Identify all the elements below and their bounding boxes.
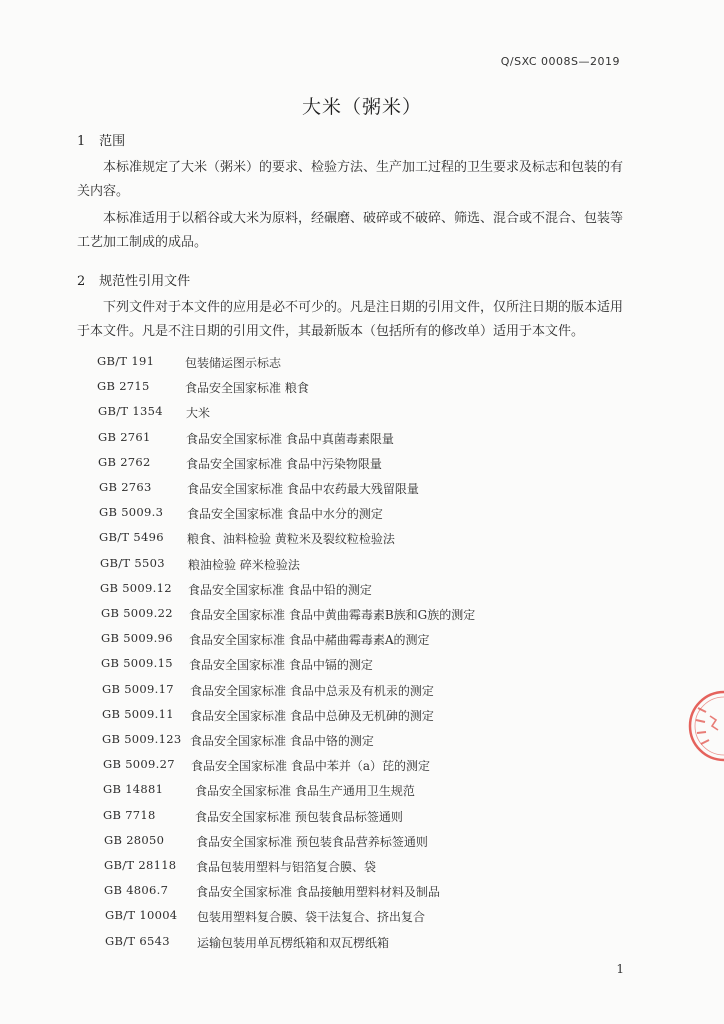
paragraph: 下列文件对于本文件的应用是必不可少的。凡是注日期的引用文件，仅所注日期的版本适用于本文件。凡是不注日期的引用文件，其最新版本（包括所有的修改单）适用于本文件。 xyxy=(77,300,624,339)
reference-title: 大米 xyxy=(186,406,211,421)
reference-code: GB/T 6543 xyxy=(105,933,170,948)
reference-code: GB 5009.3 xyxy=(99,505,164,520)
section-number: 1 xyxy=(77,134,86,149)
reference-code: GB 2763 xyxy=(99,480,152,494)
reference-title: 粮油检验 碎米检验法 xyxy=(188,557,300,572)
reference-title: 食品安全国家标准 食品中真菌毒素限量 xyxy=(186,431,394,446)
section-2-heading xyxy=(77,270,190,289)
reference-code: GB/T 5503 xyxy=(100,555,165,570)
reference-code: GB 5009.96 xyxy=(101,631,173,646)
reference-code: GB 5009.11 xyxy=(102,706,174,721)
reference-title: 食品安全国家标准 食品中总砷及无机砷的测定 xyxy=(190,708,434,723)
reference-code: GB 5009.15 xyxy=(101,656,173,671)
reference-code: GB 5009.17 xyxy=(102,681,174,696)
reference-code: GB 2715 xyxy=(97,379,150,394)
reference-code: GB 5009.27 xyxy=(103,757,175,772)
page-number: 1 xyxy=(616,962,624,976)
reference-code: GB 7718 xyxy=(103,807,156,822)
reference-title: 食品安全国家标准 食品接触用塑料材料及制品 xyxy=(196,885,440,900)
reference-code: GB/T 28118 xyxy=(104,858,177,872)
reference-title: 食品安全国家标准 食品中铬的测定 xyxy=(190,734,374,748)
reference-code: GB 2762 xyxy=(98,454,151,469)
reference-title: 食品安全国家标准 食品中总汞及有机汞的测定 xyxy=(190,683,434,698)
reference-title: 食品安全国家标准 食品中污染物限量 xyxy=(186,456,382,471)
paragraph: 本标准规定了大米（粥米）的要求、检验方法、生产加工过程的卫生要求及标志和包装的有关内容。 xyxy=(77,160,624,199)
reference-title: 食品安全国家标准 预包装食品营养标签通则 xyxy=(196,834,428,849)
reference-code: GB/T 1354 xyxy=(98,404,163,419)
reference-title: 食品安全国家标准 食品中农药最大残留限量 xyxy=(187,482,419,496)
reference-title: 食品安全国家标准 预包装食品标签通则 xyxy=(195,809,403,824)
reference-code: GB 5009.123 xyxy=(102,732,182,746)
section-title: 范围 xyxy=(99,134,126,149)
reference-title: 食品包装用塑料与铝箔复合膜、袋 xyxy=(196,860,377,874)
reference-title: 粮食、油料检验 黄粒米及裂纹粒检验法 xyxy=(187,532,395,547)
reference-code: GB 4806.7 xyxy=(104,883,169,898)
reference-code: GB 5009.12 xyxy=(100,580,172,595)
red-seal-stamp xyxy=(676,686,724,766)
reference-code: GB 14881 xyxy=(103,782,164,797)
reference-title: 食品安全国家标准 食品中赭曲霉毒素A的测定 xyxy=(189,633,430,648)
standard-number: Q/SXC 0008S—2019 xyxy=(500,55,620,68)
reference-code: GB/T 191 xyxy=(97,354,155,368)
paragraph: 本标准适用于以稻谷或大米为原料，经碾磨、破碎或不破碎、筛选、混合或不混合、包装等工艺加工制成的成品。 xyxy=(77,211,624,250)
section-title: 规范性引用文件 xyxy=(99,274,191,289)
reference-title: 包装储运图示标志 xyxy=(185,356,282,370)
reference-code: GB/T 5496 xyxy=(99,530,164,545)
section-1-heading xyxy=(77,130,125,149)
reference-code: GB/T 10004 xyxy=(105,908,178,923)
reference-title: 食品安全国家标准 食品中铅的测定 xyxy=(188,582,372,597)
document-title: 大米（粥米） xyxy=(301,96,422,118)
reference-title: 食品安全国家标准 食品中苯并（a）芘的测定 xyxy=(191,759,430,774)
reference-title: 食品安全国家标准 食品中黄曲霉毒素B族和G族的测定 xyxy=(189,608,476,622)
reference-title: 食品安全国家标准 食品中镉的测定 xyxy=(189,658,373,673)
section-number: 2 xyxy=(77,274,86,289)
reference-title: 运输包装用单瓦楞纸箱和双瓦楞纸箱 xyxy=(197,935,390,950)
reference-title: 食品安全国家标准 粮食 xyxy=(185,381,309,396)
reference-code: GB 28050 xyxy=(104,832,165,847)
reference-code: GB 2761 xyxy=(98,429,151,444)
reference-title: 食品安全国家标准 食品中水分的测定 xyxy=(187,507,383,522)
reference-title: 包装用塑料复合膜、袋干法复合、挤出复合 xyxy=(197,910,426,925)
reference-title: 食品安全国家标准 食品生产通用卫生规范 xyxy=(195,784,415,799)
reference-code: GB 5009.22 xyxy=(101,606,173,620)
